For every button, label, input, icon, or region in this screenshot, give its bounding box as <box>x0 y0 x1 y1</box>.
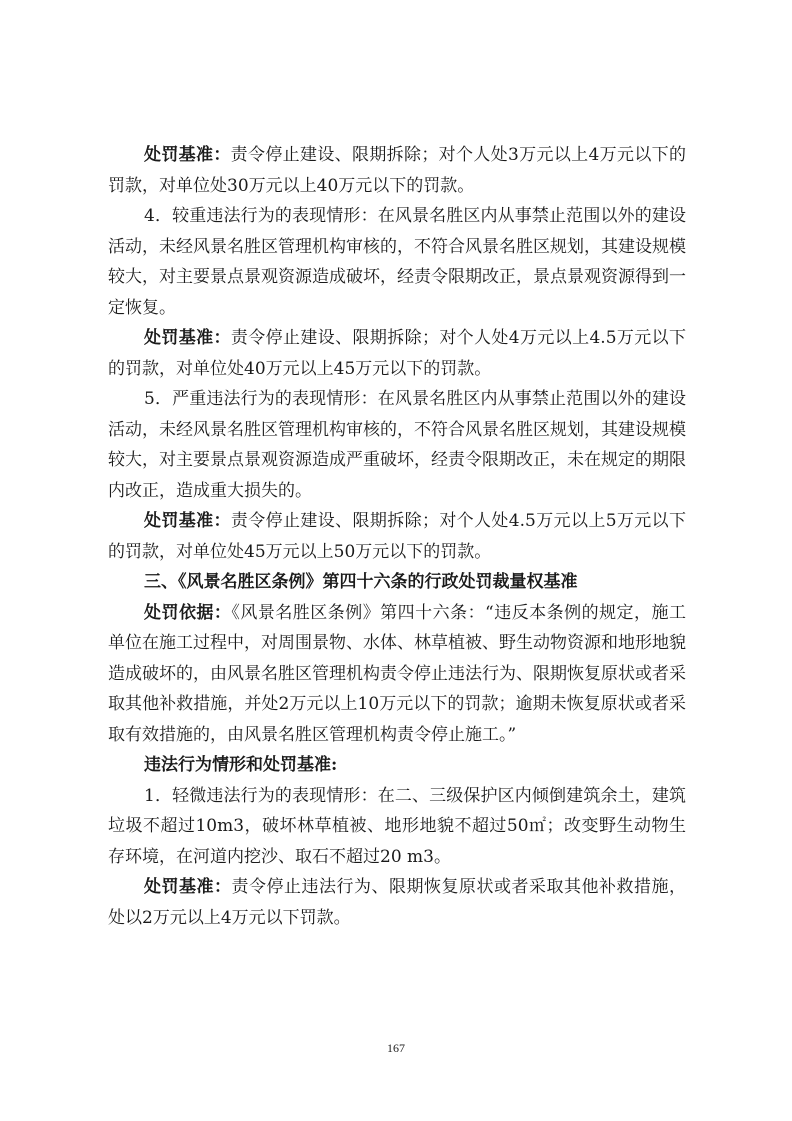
paragraph-lead: 处罚基准： <box>144 145 231 165</box>
paragraph-text: 责令停止建设、限期拆除；对个人处4万元以上4.5万元以下的罚款，对单位处40万元以上45万元以下的罚款。 <box>108 328 686 379</box>
paragraph-text: 责令停止建设、限期拆除；对个人处3万元以上4万元以下的罚款，对单位处30万元以上40万元以下的罚款。 <box>108 145 686 196</box>
penalty-lead: 处罚基准： <box>144 877 232 897</box>
paragraph-lead: 处罚基准： <box>144 328 231 348</box>
paragraph-lead: 处罚基准： <box>144 511 231 531</box>
penalty-text: 责令停止违法行为、限期恢复原状或者采取其他补救措施，处以2万元以上4万元以下罚款。 <box>108 877 686 928</box>
basis-lead: 处罚依据： <box>144 602 232 623</box>
paragraph <box>108 323 686 384</box>
section-heading: 三、《风景名胜区条例》第四十六条的行政处罚裁量权基准 <box>144 572 578 592</box>
item-paragraph: 1．轻微违法行为的表现情形：在二、三级保护区内倾倒建筑余土，建筑垃圾不超过10m3，破坏林草植被、地形地貌不超过50㎡；改变野生动物生存环境，在河道内挖沙、取石不超过20 m3。 <box>108 785 686 867</box>
paragraph <box>108 506 686 567</box>
paragraph-text: 5．严重违法行为的表现情形：在风景名胜区内从事禁止范围以外的建设活动，未经风景名胜区管理机构审核的，不符合风景名胜区规划，其建设规模较大，对主要景点景观资源造成严重破坏，经责令限期改正，未在规定的期限内改正，造成重大损失的。 <box>108 389 686 501</box>
item-penalty-paragraph <box>108 872 686 933</box>
basis-paragraph <box>108 598 686 751</box>
page-number: 167 <box>387 1041 405 1055</box>
paragraph-text: 责令停止建设、限期拆除；对个人处4.5万元以上5万元以下的罚款，对单位处45万元以上50万元以下的罚款。 <box>108 511 686 562</box>
paragraph <box>108 201 686 323</box>
paragraph <box>108 140 686 201</box>
subheading: 违法行为情形和处罚基准: <box>144 755 338 775</box>
paragraph-text: 4．较重违法行为的表现情形：在风景名胜区内从事禁止范围以外的建设活动，未经风景名胜区管理机构审核的，不符合风景名胜区规划，其建设规模较大，对主要景点景观资源造成破坏，经责令限期改正，景点景观资源得到一定恢复。 <box>108 206 686 318</box>
basis-text: 《风景名胜区条例》第四十六条：“违反本条例的规定，施工单位在施工过程中，对周围景物、水体、林草植被、野生动物资源和地形地貌造成破坏的，由风景名胜区管理机构责令停止违法行为、限期恢复原状或者采取其他补救措施，并处2万元以上10万元以下的罚款；逾期未恢复原状或者采取有效措施的，由风景名胜区管理机构责令停止施工。” <box>108 602 686 745</box>
document-body <box>108 140 686 933</box>
paragraph <box>108 384 686 506</box>
